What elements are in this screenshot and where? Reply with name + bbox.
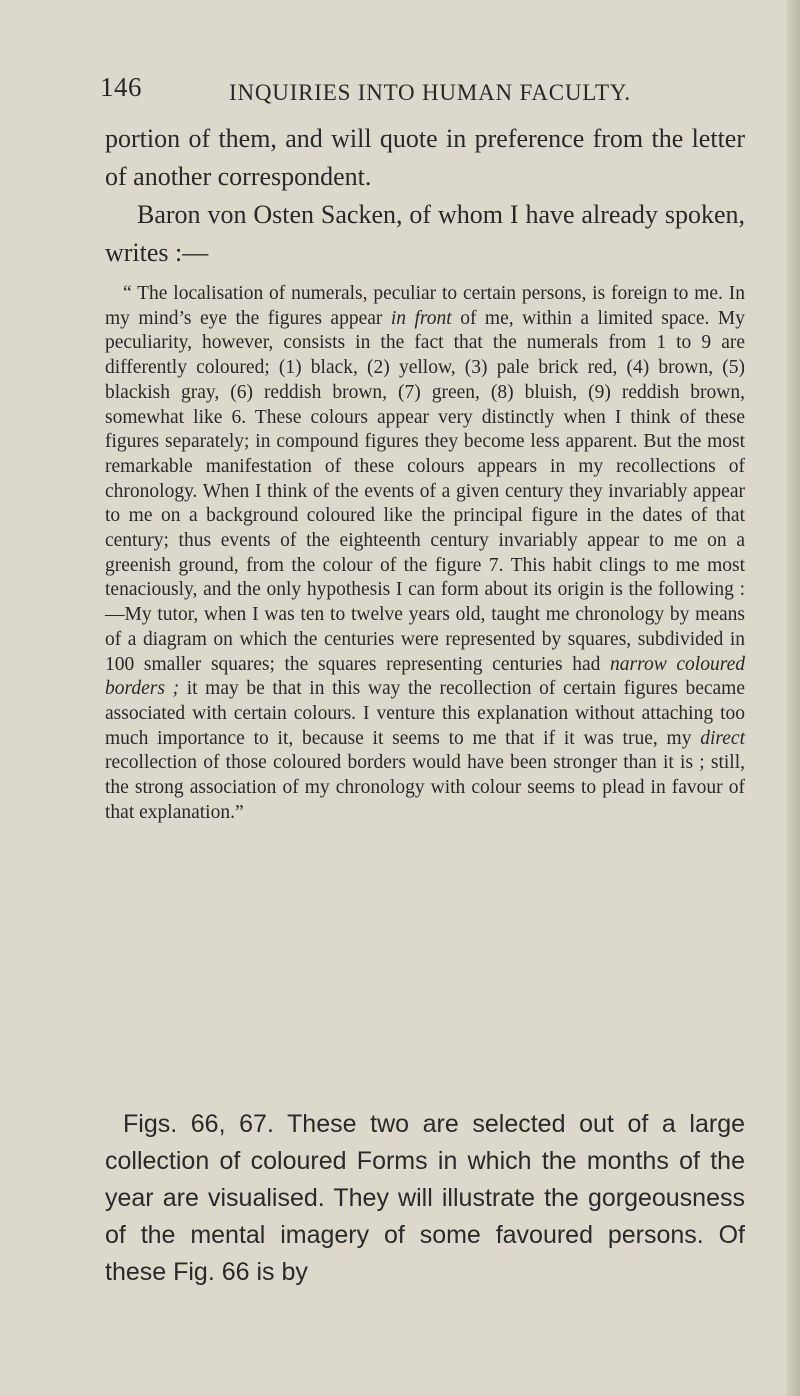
intro-paragraphs bbox=[105, 120, 745, 272]
quote-text-3: it may be that in this way the recollection of certain figures became associated with certain colours. I venture this explanation without attaching too much importance to it, because it seems to me that if it was true, my bbox=[105, 678, 745, 749]
figs-paragraph: Figs. 66, 67. These two are selected out of a large collection of coloured Forms in which the months of the year are visualised. They will illustrate the gorgeousness of the mental imagery of some favoured persons. Of these Fig. 66 is by bbox=[105, 1110, 745, 1286]
quote-text-4: recollection of those coloured borders would have been stronger than it is ; still, the strong association of my chronology with colour seems to plead in favour of that explanation.” bbox=[105, 752, 745, 823]
quote-emphasis-in-front: in front bbox=[390, 307, 452, 329]
baron-intro-paragraph: Baron von Osten Sacken, of whom I have already spoken, writes :— bbox=[105, 200, 745, 267]
quote-emphasis-narrow-borders: narrow coloured borders ; bbox=[105, 653, 745, 700]
quote-text-1: “ The localisation of numerals, peculiar to certain persons, is foreign to me. In my mind’s eye the figures appear bbox=[105, 283, 745, 329]
continuation-paragraph: portion of them, and will quote in preference from the letter of another correspondent. bbox=[105, 124, 745, 191]
quote-text-2: of me, within a limited space. My peculiarity, however, consists in the fact that the numerals from 1 to 9 are differently coloured; (1) black, (2) yellow, (3) pale brick red, (4) brown, (5) blackish gray, (6) reddish brown, (7) green, (8) bluish, (9) reddish brown, somewhat like 6. These colours appear very distinctly when I think of these figures separately; in compound figures they become less apparent. But the most remarkable manifestation of these colours appears in my recollections of chronology. When I think of the events of a given century they invariably appear to me on a background coloured like the principal figure in the dates of that century; thus events of the eighteenth century invariably appear to me on a greenish ground, from the colour of the figure 7. This habit clings to me most tenaciously, and the only hypothesis I can form about its origin is the following :—My tutor, when I was ten to twelve years old, taught me chronology by means of a diagram on which the centuries were represented by squares, subdivided in 100 smaller squares; the squares representing centuries had bbox=[105, 307, 745, 675]
page-number: 146 bbox=[100, 72, 142, 102]
quote-emphasis-direct: direct bbox=[700, 727, 745, 749]
running-head: INQUIRIES INTO HUMAN FACULTY. bbox=[229, 80, 631, 105]
quoted-letter bbox=[105, 282, 745, 825]
page-edge-shadow bbox=[786, 0, 800, 1396]
